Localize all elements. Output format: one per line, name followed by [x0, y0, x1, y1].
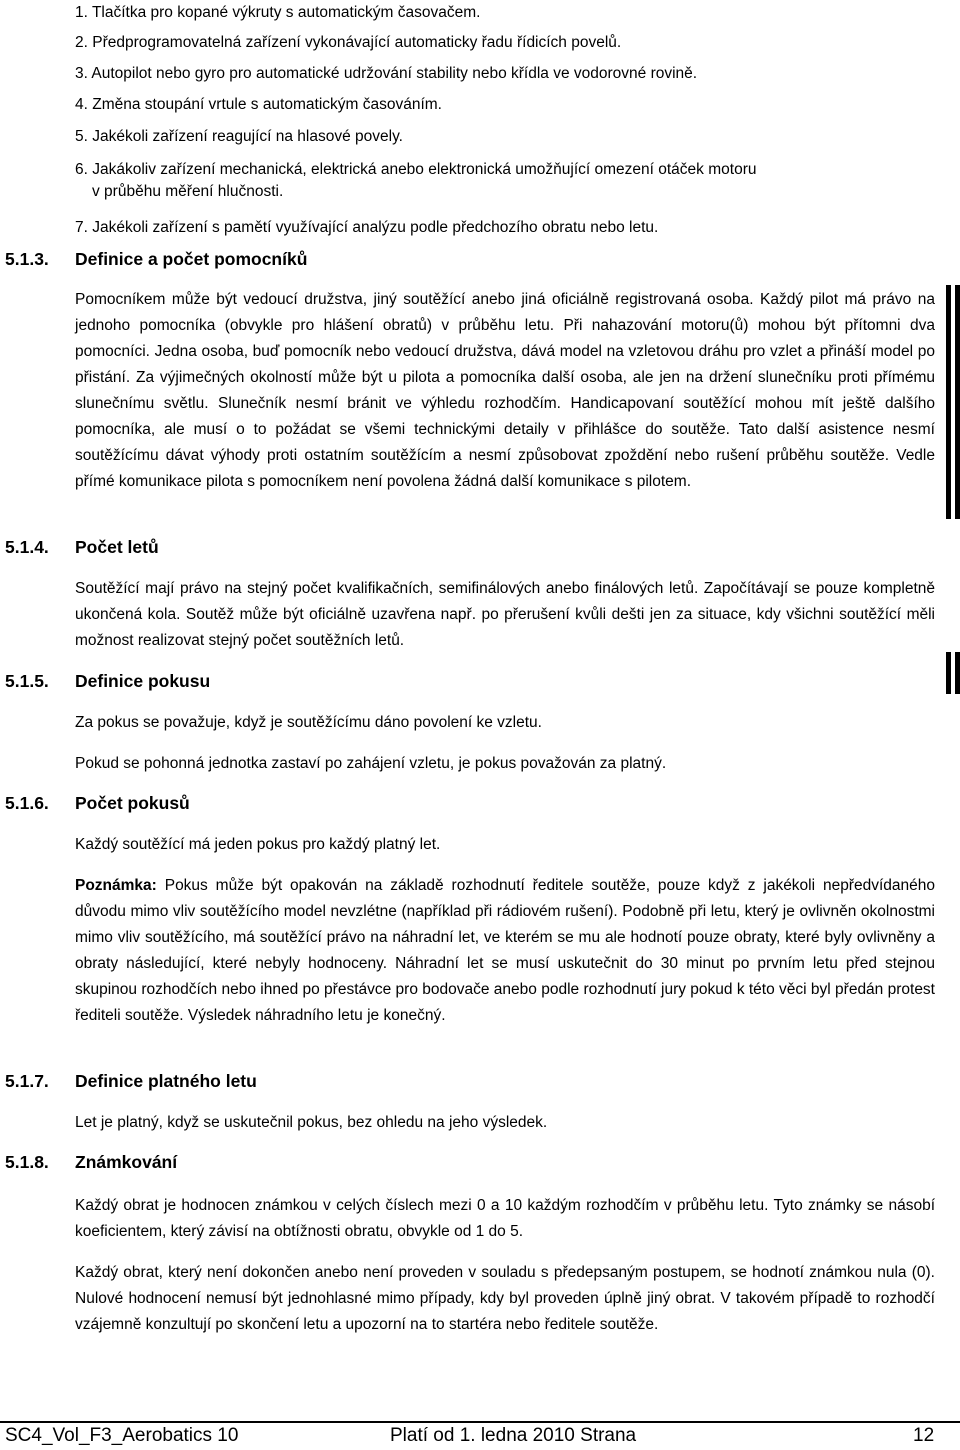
footer-page-number: 12: [913, 1425, 935, 1446]
section-title-5-1-7: Definice platného letu: [75, 1071, 257, 1091]
section-number-5-1-7: 5.1.7.: [5, 1071, 49, 1091]
paragraph-5-1-5-b: Pokud se pohonná jednotka zastaví po zahájení vzletu, je pokus považován za platný.: [75, 755, 667, 772]
paragraph-5-1-3: Pomocníkem může být vedoucí družstva, jiný soutěžící anebo jiná oficiálně registrovaná osoba. Každý pilot má právo na jednoho pomocníka (obvykle pro hlášení obratů) v průběhu letu. Při nahazování motoru(ů) mohou být přítomni dva pomocníci. Jedna osoba, buď pomocník nebo vedoucí družstva, dává model na vzletovou dráhu pro vzlet a přináší model po přistání. Za výjimečných okolností může být u pilota a pomocníka další osoba, ale jen na držení slunečníku proti přímému slunečnímu světlu. Slunečník nesmí bránit ve výhledu rozhodčím. Handicapovaní soutěžící mohou mít ještě dalšího pomocníka, ale musí o to požádat se všemi technickými detaily v přihlášce do soutěže. Tato další asistence nesmí soutěžícímu dávat výhody proti ostatním soutěžícím a nesmí způsobovat zpoždění nebo rušení průběhu soutěže. Vedle přímé komunikace pilota s pomocníkem není povolena žádná další komunikace s pilotem.: [75, 291, 935, 490]
list-item-3: 3. Autopilot nebo gyro pro automatické udržování stability nebo křídla ve vodorovné rovině.: [75, 65, 698, 82]
section-number-5-1-8: 5.1.8.: [5, 1152, 49, 1172]
footer-doc-id: SC4_Vol_F3_Aerobatics 10: [5, 1425, 239, 1446]
paragraph-5-1-6-a: Každý soutěžící má jeden pokus pro každý platný let.: [75, 836, 441, 853]
section-title-5-1-4: Počet letů: [75, 537, 159, 557]
section-number-5-1-4: 5.1.4.: [5, 537, 49, 557]
list-item-2: 2. Předprogramovatelná zařízení vykonávající automaticky řadu řídicích povelů.: [75, 34, 622, 51]
note-label: Poznámka:: [75, 877, 157, 894]
paragraph-5-1-7: Let je platný, když se uskutečnil pokus, bez ohledu na jeho výsledek.: [75, 1114, 548, 1131]
change-bar-5-1-4: [946, 652, 951, 694]
paragraph-5-1-8-b: Každý obrat, který není dokončen anebo není proveden v souladu s předepsaným postupem, se hodnotí známkou nula (0). Nulové hodnocení nemusí být jednohlasné mimo případy, kdy byl proveden úplně jiný obrat. V takovém případě to rozhodčí vzájemně konzultují po skončení letu a upozorní na to startéra nebo ředitele soutěže.: [75, 1264, 935, 1333]
section-title-5-1-8: Známkování: [75, 1152, 178, 1172]
section-number-5-1-3: 5.1.3.: [5, 249, 49, 269]
section-number-5-1-5: 5.1.5.: [5, 671, 49, 691]
section-title-5-1-3: Definice a počet pomocníků: [75, 249, 308, 269]
list-item-6-line2: v průběhu měření hlučnosti.: [92, 183, 284, 200]
change-bar-5-1-3: [946, 285, 951, 519]
note-5-1-6: [75, 873, 935, 1029]
list-item-7: 7. Jakékoli zařízení s pamětí využívající analýzu podle předchozího obratu nebo letu.: [75, 219, 659, 236]
list-item-1: 1. Tlačítka pro kopané výkruty s automatickým časovačem.: [75, 4, 481, 21]
section-number-5-1-6: 5.1.6.: [5, 793, 49, 813]
section-title-5-1-5: Definice pokusu: [75, 671, 211, 691]
paragraph-5-1-5-a: Za pokus se považuje, když je soutěžícímu dáno povolení ke vzletu.: [75, 714, 542, 731]
list-item-6-line1: 6. Jakákoliv zařízení mechanická, elektrická anebo elektronická umožňující omezení otáček motoru: [75, 161, 757, 178]
change-bar-5-1-4-b: [955, 652, 960, 694]
list-item-5: 5. Jakékoli zařízení reagující na hlasové povely.: [75, 128, 403, 145]
note-text: Pokus může být opakován na základě rozhodnutí ředitele soutěže, pouze když z jakékoli nepředvídaného důvodu mimo vliv soutěžícího model nevzlétne (například při rádiovém rušení). Podobně při letu, který je ovlivněn okolnostmi mimo vliv soutěžícího, má soutěžící právo na náhradní let, ve kterém se mu ale hodnotí pouze obraty, které byly ovlivněny a obraty následující, které nebyly hodnoceny. Náhradní let se musí uskutečnit do 30 minut po prvním letu před stejnou skupinou rozhodčích nebo ihned po přestávce pro bodovače anebo podle rozhodnutí jury pokud k této věci byl předán protest řediteli soutěže. Výsledek náhradního letu je konečný.: [75, 877, 935, 1024]
footer-rule: [0, 1421, 960, 1423]
paragraph-5-1-4: Soutěžící mají právo na stejný počet kvalifikačních, semifinálových anebo finálových letů. Započítávají se pouze kompletně ukončená kola. Soutěž může být oficiálně uzavřena např. po přerušení kvůli dešti jen za situace, kdy všichni soutěžící měli možnost realizovat stejný počet soutěžních letů.: [75, 580, 935, 649]
section-title-5-1-6: Počet pokusů: [75, 793, 190, 813]
list-item-4: 4. Změna stoupání vrtule s automatickým časováním.: [75, 96, 442, 113]
list-item-6: [75, 159, 756, 203]
change-bar-5-1-3-b: [955, 285, 960, 519]
footer-valid-from: Platí od 1. ledna 2010 Strana: [390, 1425, 637, 1446]
paragraph-5-1-8-a: Každý obrat je hodnocen známkou v celých číslech mezi 0 a 10 každým rozhodčím v průběhu letu. Tyto známky se násobí koeficientem, který závisí na obtížnosti obratu, obvykle od 1 do 5.: [75, 1197, 935, 1240]
